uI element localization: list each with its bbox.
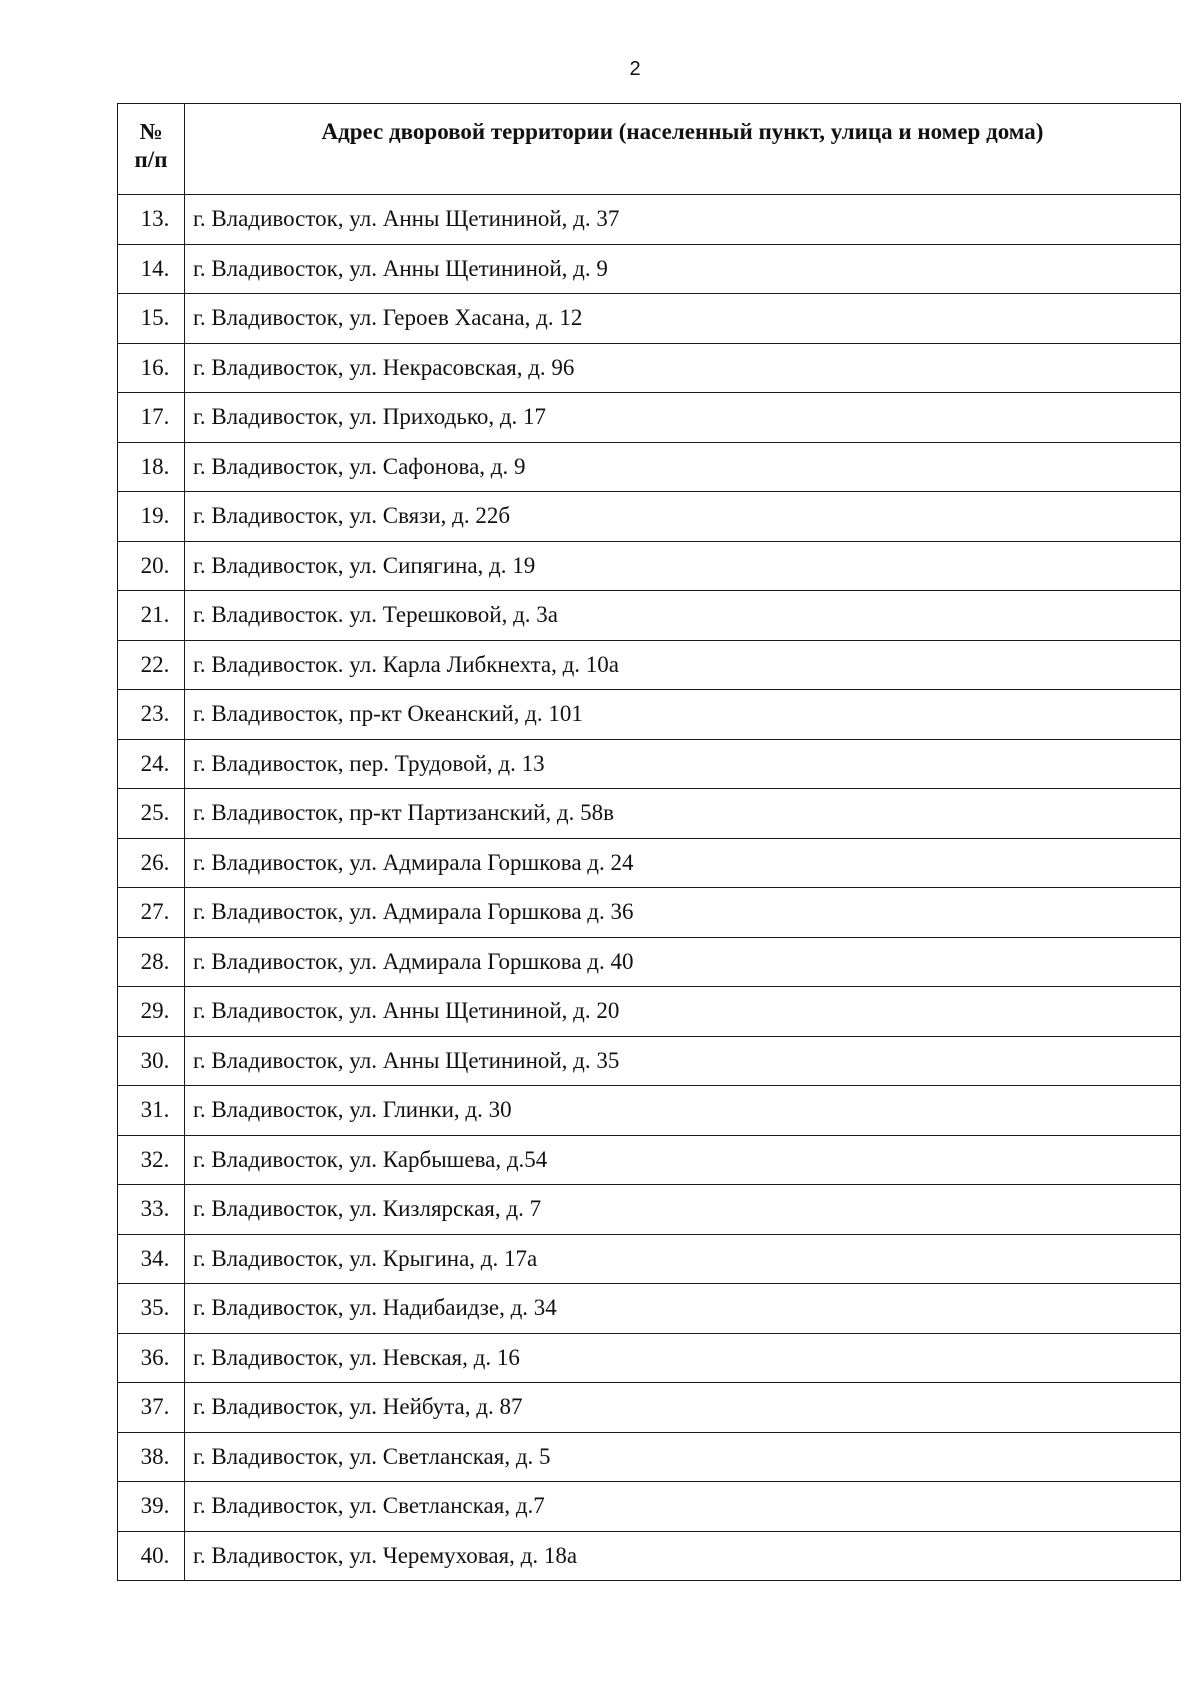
table-row [118, 1234, 1181, 1284]
table-body [118, 195, 1181, 1581]
row-address-cell: г. Владивосток, ул. Адмирала Горшкова д. 24 [185, 838, 1181, 888]
page-number: 2 [629, 58, 641, 80]
row-address-cell: г. Владивосток, ул. Анны Щетининой, д. 37 [185, 195, 1181, 245]
table-row [118, 1333, 1181, 1383]
table-row [118, 195, 1181, 245]
row-number-cell: 31. [118, 1086, 185, 1136]
row-address-cell: г. Владивосток, пер. Трудовой, д. 13 [185, 739, 1181, 789]
row-number-cell: 32. [118, 1135, 185, 1185]
row-address-cell: г. Владивосток, ул. Светланская, д.7 [185, 1482, 1181, 1532]
row-address-cell: г. Владивосток. ул. Терешковой, д. 3а [185, 591, 1181, 641]
table-row [118, 343, 1181, 393]
row-address-cell: г. Владивосток, ул. Карбышева, д.54 [185, 1135, 1181, 1185]
row-number-cell: 19. [118, 492, 185, 542]
row-number-cell: 21. [118, 591, 185, 641]
header-row [118, 104, 1181, 195]
row-number-cell: 35. [118, 1284, 185, 1334]
row-address-cell: г. Владивосток, пр-кт Партизанский, д. 58в [185, 789, 1181, 839]
row-number-cell: 36. [118, 1333, 185, 1383]
row-number-cell: 39. [118, 1482, 185, 1532]
table-row [118, 1036, 1181, 1086]
row-address-cell: г. Владивосток, ул. Адмирала Горшкова д. 36 [185, 888, 1181, 938]
row-number-cell: 20. [118, 541, 185, 591]
table-row [118, 987, 1181, 1037]
row-address-cell: г. Владивосток, ул. Анны Щетининой, д. 9 [185, 244, 1181, 294]
row-number-cell: 33. [118, 1185, 185, 1235]
row-number-cell: 26. [118, 838, 185, 888]
row-number-cell: 17. [118, 393, 185, 443]
row-address-cell: г. Владивосток, ул. Героев Хасана, д. 12 [185, 294, 1181, 344]
row-address-cell: г. Владивосток, ул. Сафонова, д. 9 [185, 442, 1181, 492]
row-number-cell: 40. [118, 1531, 185, 1581]
row-address-cell: г. Владивосток, ул. Анны Щетининой, д. 35 [185, 1036, 1181, 1086]
row-number-cell: 37. [118, 1383, 185, 1433]
row-number-cell: 27. [118, 888, 185, 938]
header-num-cell [118, 104, 185, 195]
address-table-container [117, 103, 1180, 1581]
table-row [118, 1482, 1181, 1532]
row-number-cell: 28. [118, 937, 185, 987]
row-number-cell: 24. [118, 739, 185, 789]
address-table [117, 103, 1181, 1581]
row-address-cell: г. Владивосток, ул. Надибаидзе, д. 34 [185, 1284, 1181, 1334]
table-row [118, 1185, 1181, 1235]
table-row [118, 1432, 1181, 1482]
table-row [118, 640, 1181, 690]
row-address-cell: г. Владивосток, ул. Кизлярская, д. 7 [185, 1185, 1181, 1235]
table-row [118, 244, 1181, 294]
table-row [118, 1383, 1181, 1433]
row-address-cell: г. Владивосток. ул. Карла Либкнехта, д. 10а [185, 640, 1181, 690]
table-header [118, 104, 1181, 195]
table-row [118, 541, 1181, 591]
row-number-cell: 29. [118, 987, 185, 1037]
row-address-cell: г. Владивосток, ул. Сипягина, д. 19 [185, 541, 1181, 591]
row-address-cell: г. Владивосток, ул. Невская, д. 16 [185, 1333, 1181, 1383]
table-row [118, 1135, 1181, 1185]
table-row [118, 442, 1181, 492]
row-number-cell: 25. [118, 789, 185, 839]
table-row [118, 492, 1181, 542]
row-number-cell: 16. [118, 343, 185, 393]
row-address-cell: г. Владивосток, ул. Анны Щетининой, д. 20 [185, 987, 1181, 1037]
table-row [118, 937, 1181, 987]
row-number-cell: 18. [118, 442, 185, 492]
row-address-cell: г. Владивосток, ул. Нейбута, д. 87 [185, 1383, 1181, 1433]
table-row [118, 1086, 1181, 1136]
row-address-cell: г. Владивосток, ул. Крыгина, д. 17а [185, 1234, 1181, 1284]
row-address-cell: г. Владивосток, пр-кт Океанский, д. 101 [185, 690, 1181, 740]
row-number-cell: 15. [118, 294, 185, 344]
row-address-cell: г. Владивосток, ул. Связи, д. 22б [185, 492, 1181, 542]
table-row [118, 888, 1181, 938]
row-address-cell: г. Владивосток, ул. Черемуховая, д. 18а [185, 1531, 1181, 1581]
header-address-cell: Адрес дворовой территории (населенный пункт, улица и номер дома) [185, 104, 1181, 195]
row-number-cell: 22. [118, 640, 185, 690]
row-address-cell: г. Владивосток, ул. Светланская, д. 5 [185, 1432, 1181, 1482]
row-number-cell: 38. [118, 1432, 185, 1482]
table-row [118, 591, 1181, 641]
row-number-cell: 34. [118, 1234, 185, 1284]
row-address-cell: г. Владивосток, ул. Некрасовская, д. 96 [185, 343, 1181, 393]
table-row [118, 393, 1181, 443]
table-row [118, 739, 1181, 789]
row-address-cell: г. Владивосток, ул. Адмирала Горшкова д. 40 [185, 937, 1181, 987]
table-row [118, 1531, 1181, 1581]
row-number-cell: 23. [118, 690, 185, 740]
table-row [118, 1284, 1181, 1334]
header-num-symbol: № [139, 119, 163, 144]
row-number-cell: 14. [118, 244, 185, 294]
table-row [118, 294, 1181, 344]
header-num-abbrev: п/п [134, 147, 168, 172]
table-row [118, 789, 1181, 839]
row-number-cell: 30. [118, 1036, 185, 1086]
row-address-cell: г. Владивосток, ул. Приходько, д. 17 [185, 393, 1181, 443]
row-number-cell: 13. [118, 195, 185, 245]
table-row [118, 838, 1181, 888]
row-address-cell: г. Владивосток, ул. Глинки, д. 30 [185, 1086, 1181, 1136]
table-row [118, 690, 1181, 740]
